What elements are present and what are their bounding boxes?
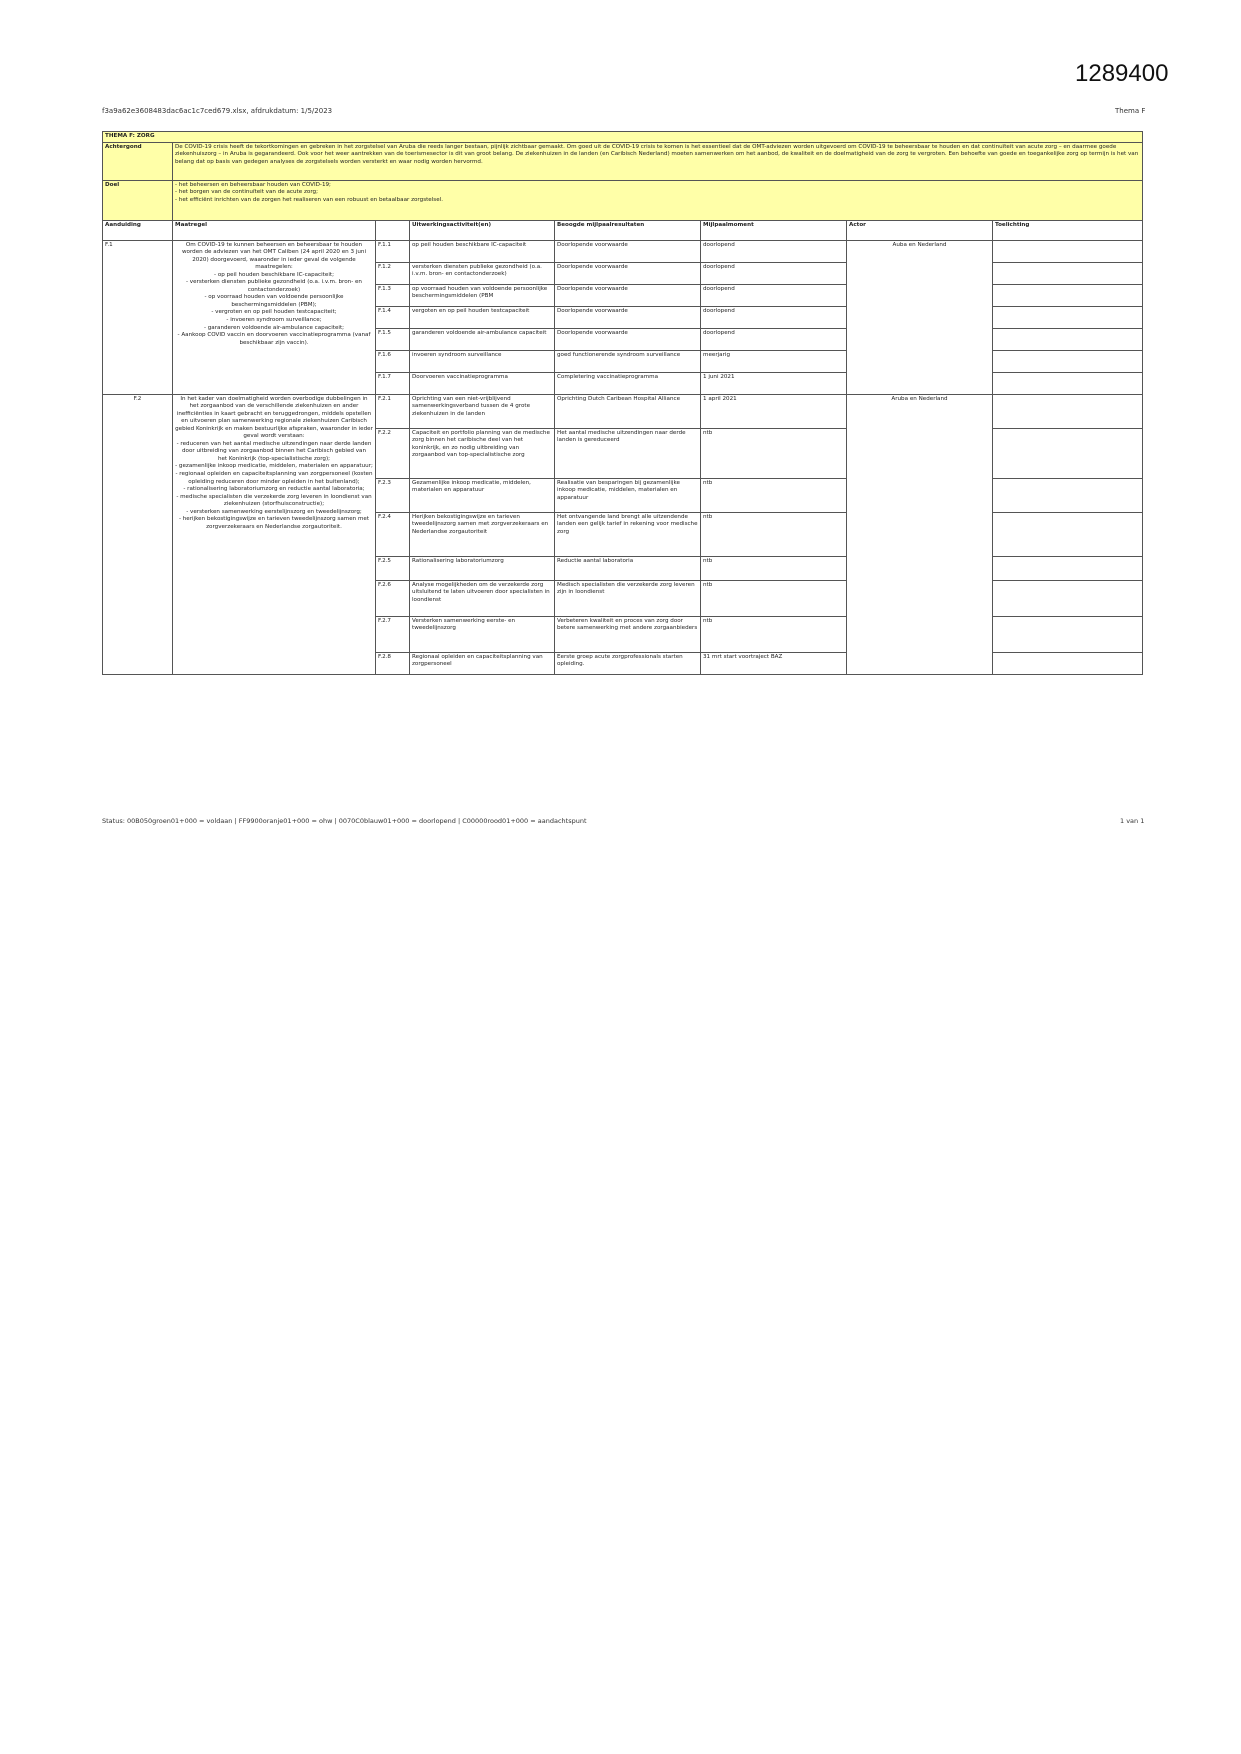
sub-code-cell: F.1.1 — [376, 240, 410, 262]
header-actor: Actor — [847, 220, 993, 240]
sub-code-cell: F.2.8 — [376, 652, 410, 674]
activity-cell: vergoten en op peil houden testcapaciteit — [410, 306, 555, 328]
sub-code-cell: F.2.6 — [376, 580, 410, 616]
actor-cell: Aruba en Nederland — [847, 394, 993, 674]
toelichting-cell — [993, 284, 1143, 306]
result-cell: Realisatie van besparingen bij gezamenlijke inkoop medicatie, middelen, materialen en apparatuur — [555, 478, 701, 512]
result-cell: Completering vaccinatieprogramma — [555, 372, 701, 394]
maatregel-line: - versterken diensten publieke gezondheid (o.a. i.v.m. bron- en contactonderzoek) — [186, 279, 362, 293]
activity-cell: Capaciteit en portfolio planning van de medische zorg binnen het caribische deel van het koninkrijk, en zo nodig uitbreiding van zorgaanbod van top-specialistische zorg — [410, 428, 555, 478]
maatregel-line: - gezamenlijke inkoop medicatie, middelen, materialen en apparatuur; — [175, 463, 373, 470]
maatregel-line: - invoeren syndroom surveillance; — [226, 317, 322, 324]
theme-label: Thema F — [1115, 107, 1146, 115]
toelichting-cell — [993, 652, 1143, 674]
moment-cell: 1 april 2021 — [701, 394, 847, 428]
sub-code-cell: F.2.3 — [376, 478, 410, 512]
maatregel-line: - rationalisering laboratoriumzorg en reductie aantal laboratoria; — [183, 486, 365, 493]
maatregel-line: - reduceren van het aantal medische uitzendingen naar derde landen — [176, 440, 372, 447]
maatregel-line: - herijken bekostigingswijze en tarieven tweedelijnszorg samen met — [178, 516, 370, 523]
moment-cell: ntb — [701, 428, 847, 478]
moment-cell: 1 juni 2021 — [701, 372, 847, 394]
toelichting-cell — [993, 428, 1143, 478]
sub-code-cell: F.1.2 — [376, 262, 410, 284]
moment-cell: 31 mrt start voortraject BAZ — [701, 652, 847, 674]
result-cell: Doorlopende voorwaarde — [555, 328, 701, 350]
result-cell: Oprichting Dutch Caribean Hospital Alliance — [555, 394, 701, 428]
result-cell: Verbeteren kwaliteit en proces van zorg door betere samenwerking met andere zorgaanbieders — [555, 616, 701, 652]
sub-code-cell: F.1.6 — [376, 350, 410, 372]
actor-cell: Auba en Nederland — [847, 240, 993, 394]
maatregel-line: door uitbreiding van zorgaanbod binnen het Caribisch gebied van — [181, 448, 367, 455]
maatregel-line: ziekenhuizen (storfhuisconstructie); — [223, 501, 325, 508]
header-mijlpaal: Mijlpaalmoment — [701, 220, 847, 240]
maatregel-line: - garanderen voldoende air-ambulance capaciteit; — [203, 324, 345, 331]
doel-line: - het efficiënt inrichten van de zorgen het realiseren van een robuust en betaalbaar zorgstelsel. — [175, 196, 443, 203]
moment-cell: doorlopend — [701, 284, 847, 306]
sub-code-cell: F.1.4 — [376, 306, 410, 328]
measures-table — [102, 131, 1143, 675]
table-row — [103, 394, 1143, 428]
toelichting-cell — [993, 616, 1143, 652]
maatregel-line: zorgverzekeraars en Nederlandse zorgautoriteit. — [206, 523, 342, 530]
moment-cell: ntb — [701, 556, 847, 580]
moment-cell: doorlopend — [701, 262, 847, 284]
aanduiding-cell: F.1 — [103, 240, 173, 394]
header-toelichting: Toelichting — [993, 220, 1143, 240]
sub-code-cell: F.1.3 — [376, 284, 410, 306]
maatregel-line: - Aankoop COVID vaccin en doorvoeren vaccinatieprogramma (vanaf beschikbaar zijn vaccin). — [177, 332, 371, 346]
header-beoogde: Beoogde mijlpaalresultaten — [555, 220, 701, 240]
result-cell: Doorlopende voorwaarde — [555, 262, 701, 284]
activity-cell: Gezamenlijke inkoop medicatie, middelen, materialen en apparatuur — [410, 478, 555, 512]
activity-cell: Analyse mogelijkheden om de verzekerde zorg uitsluitend te laten uitvoeren door specialisten in loondienst — [410, 580, 555, 616]
result-cell: Reductie aantal laboratoria — [555, 556, 701, 580]
toelichting-cell — [993, 328, 1143, 350]
activity-cell: Regionaal opleiden en capaciteitsplanning van zorgpersoneel — [410, 652, 555, 674]
sub-code-cell: F.2.2 — [376, 428, 410, 478]
maatregel-line: In het kader van doelmatigheid worden overbodige dubbelingen in het zorgaanbod van de verschillende ziekenhuizen en ander inefficiënties in kaart gebracht en teruggedrongen, middels opstellen en uitvoeren plan samenwerking regionale ziekenhuizen Caribisch gebied Koninkrijk en maken bestuurlijke afspraken, waaronder in ieder geval wordt verstaan: — [175, 395, 373, 440]
toelichting-cell — [993, 306, 1143, 328]
toelichting-cell — [993, 350, 1143, 372]
achtergrond-text: De COVID-19 crisis heeft de tekortkomingen en gebreken in het zorgstelsel van Aruba die reeds langer bestaan, pijnlijk zichtbaar gemaakt. Om goed uit de COVID-19 crisis te komen is het essentieel dat de OMT-adviezen worden uitgevoerd om COVID-19 te beheersbaar te houden en dat continuïteit van acute zorg – en daarmee goede ziekenhuiszorg – in Aruba is gegarandeerd. Ook voor het weer aantrekken van de toerismesector is dit van groot belang. De ziekenhuizen in de landen (en Caribisch Nederland) moeten samenwerken om het aanbod, de kwaliteit en de doelmatigheid van de zorg te vergroten. Een behoefte van goede en toegankelijke zorg op termijn is het van belang dat op basis van gedegen analyses de zorgstelsels worden versterkt en waar nodig worden hervormd. — [173, 142, 1143, 180]
sub-code-cell: F.1.7 — [376, 372, 410, 394]
moment-cell: ntb — [701, 478, 847, 512]
moment-cell: ntb — [701, 512, 847, 556]
table-row — [103, 240, 1143, 262]
file-info: f3a9a62e3608483dac6ac1c7ced679.xlsx, afdrukdatum: 1/5/2023 — [102, 107, 333, 115]
sub-code-cell: F.2.4 — [376, 512, 410, 556]
moment-cell: ntb — [701, 580, 847, 616]
maatregel-line: Om COVID-19 te kunnen beheersen en beheersbaar te houden worden de adviezen van het OMT Caliben (24 april 2020 en 3 juni 2020) doorgevoerd, waaronder in ieder geval de volgende maatregelen: — [181, 241, 367, 271]
table-title: THEMA F: ZORG — [103, 132, 1143, 143]
toelichting-cell — [993, 512, 1143, 556]
activity-cell: Versterken samenwerking eerste- en tweedelijnszorg — [410, 616, 555, 652]
maatregel-line: het Koninkrijk (top-specialistische zorg); — [217, 455, 331, 462]
activity-cell: Rationalisering laboratoriumzorg — [410, 556, 555, 580]
achtergrond-label: Achtergond — [103, 142, 173, 180]
moment-cell: doorlopend — [701, 306, 847, 328]
activity-cell: Doorvoeren vaccinatieprogramma — [410, 372, 555, 394]
maatregel-cell — [173, 394, 376, 674]
footer-page-number: 1 van 1 — [1120, 817, 1145, 825]
maatregel-line: - medische specialisten die verzekerde zorg leveren in loondienst van — [176, 493, 372, 500]
doel-label: Doel — [103, 180, 173, 220]
maatregel-line: - op voorraad houden van voldoende persoonlijke beschermingsmiddelen (PBM); — [204, 294, 344, 308]
toelichting-cell — [993, 580, 1143, 616]
activity-cell: Herijken bekostigingswijze en tarieven tweedelijnszorg samen met zorgverzekeraars en Nederlandse zorgautoriteit — [410, 512, 555, 556]
moment-cell: ntb — [701, 616, 847, 652]
header-aanduiding: Aanduiding — [103, 220, 173, 240]
toelichting-cell — [993, 372, 1143, 394]
result-cell: Het ontvangende land brengt alle uitzendende landen een gelijk tarief in rekening voor medische zorg — [555, 512, 701, 556]
result-cell: Medisch specialisten die verzekerde zorg leveren zijn in loondienst — [555, 580, 701, 616]
sub-code-cell: F.2.7 — [376, 616, 410, 652]
result-cell: Het aantal medische uitzendingen naar derde landen is gereduceerd — [555, 428, 701, 478]
toelichting-cell — [993, 240, 1143, 262]
footer-status-legend: Status: 00B050groen01+000 = voldaan | FF9900oranje01+000 = ohw | 0070C0blauw01+000 = doorlopend | C00000rood01+000 = aandachtspunt — [102, 817, 587, 825]
sub-code-cell: F.2.5 — [376, 556, 410, 580]
activity-cell: op voorraad houden van voldoende persoonlijke beschermingsmiddelen (PBM — [410, 284, 555, 306]
header-code — [376, 220, 410, 240]
activity-cell: Oprichting van een niet-vrijblijvend samenwerkingsverband tussen de 4 grote ziekenhuizen in de landen — [410, 394, 555, 428]
maatregel-line: - op peil houden beschikbare IC-capaciteit; — [214, 271, 334, 278]
result-cell: Eerste groep acute zorgprofessionals starten opleiding. — [555, 652, 701, 674]
header-uitwerking: Uitwerkingsactiviteit(en) — [410, 220, 555, 240]
moment-cell: doorlopend — [701, 328, 847, 350]
sub-code-cell: F.1.5 — [376, 328, 410, 350]
toelichting-cell — [993, 556, 1143, 580]
result-cell: Doorlopende voorwaarde — [555, 284, 701, 306]
activity-cell: invoeren syndroom surveillance — [410, 350, 555, 372]
moment-cell: meerjarig — [701, 350, 847, 372]
toelichting-cell — [993, 478, 1143, 512]
sub-code-cell: F.2.1 — [376, 394, 410, 428]
maatregel-cell — [173, 240, 376, 394]
maatregel-line: - regionaal opleiden en capaciteitsplanning van zorgpersoneel (kosten opleiding reduceren door minder opleiden in het buitenland); — [175, 471, 373, 485]
maatregel-line: - vergroten en op peil houden testcapaciteit; — [211, 309, 337, 316]
header-maatregel: Maatregel — [173, 220, 376, 240]
document-number: 1289400 — [1075, 60, 1169, 87]
activity-cell: op peil houden beschikbare IC-capaciteit — [410, 240, 555, 262]
result-cell: goed functionerende syndroom surveillance — [555, 350, 701, 372]
doel-text — [173, 180, 1143, 220]
moment-cell: doorlopend — [701, 240, 847, 262]
result-cell: Doorlopende voorwaarde — [555, 240, 701, 262]
toelichting-cell — [993, 262, 1143, 284]
activity-cell: garanderen voldoende air-ambulance capaciteit — [410, 328, 555, 350]
activity-cell: versterken diensten publieke gezondheid (o.a. i.v.m. bron- en contactonderzoek) — [410, 262, 555, 284]
aanduiding-cell: F.2 — [103, 394, 173, 674]
toelichting-cell — [993, 394, 1143, 428]
result-cell: Doorlopende voorwaarde — [555, 306, 701, 328]
doel-line: - het borgen van de continuïteit van de acute zorg; — [175, 189, 318, 196]
maatregel-line: - versterken samenwerking eerstelijnszorg en tweedelijnszorg; — [186, 508, 362, 515]
doel-line: - het beheersen en beheersbaar houden van COVID-19; — [175, 181, 331, 188]
